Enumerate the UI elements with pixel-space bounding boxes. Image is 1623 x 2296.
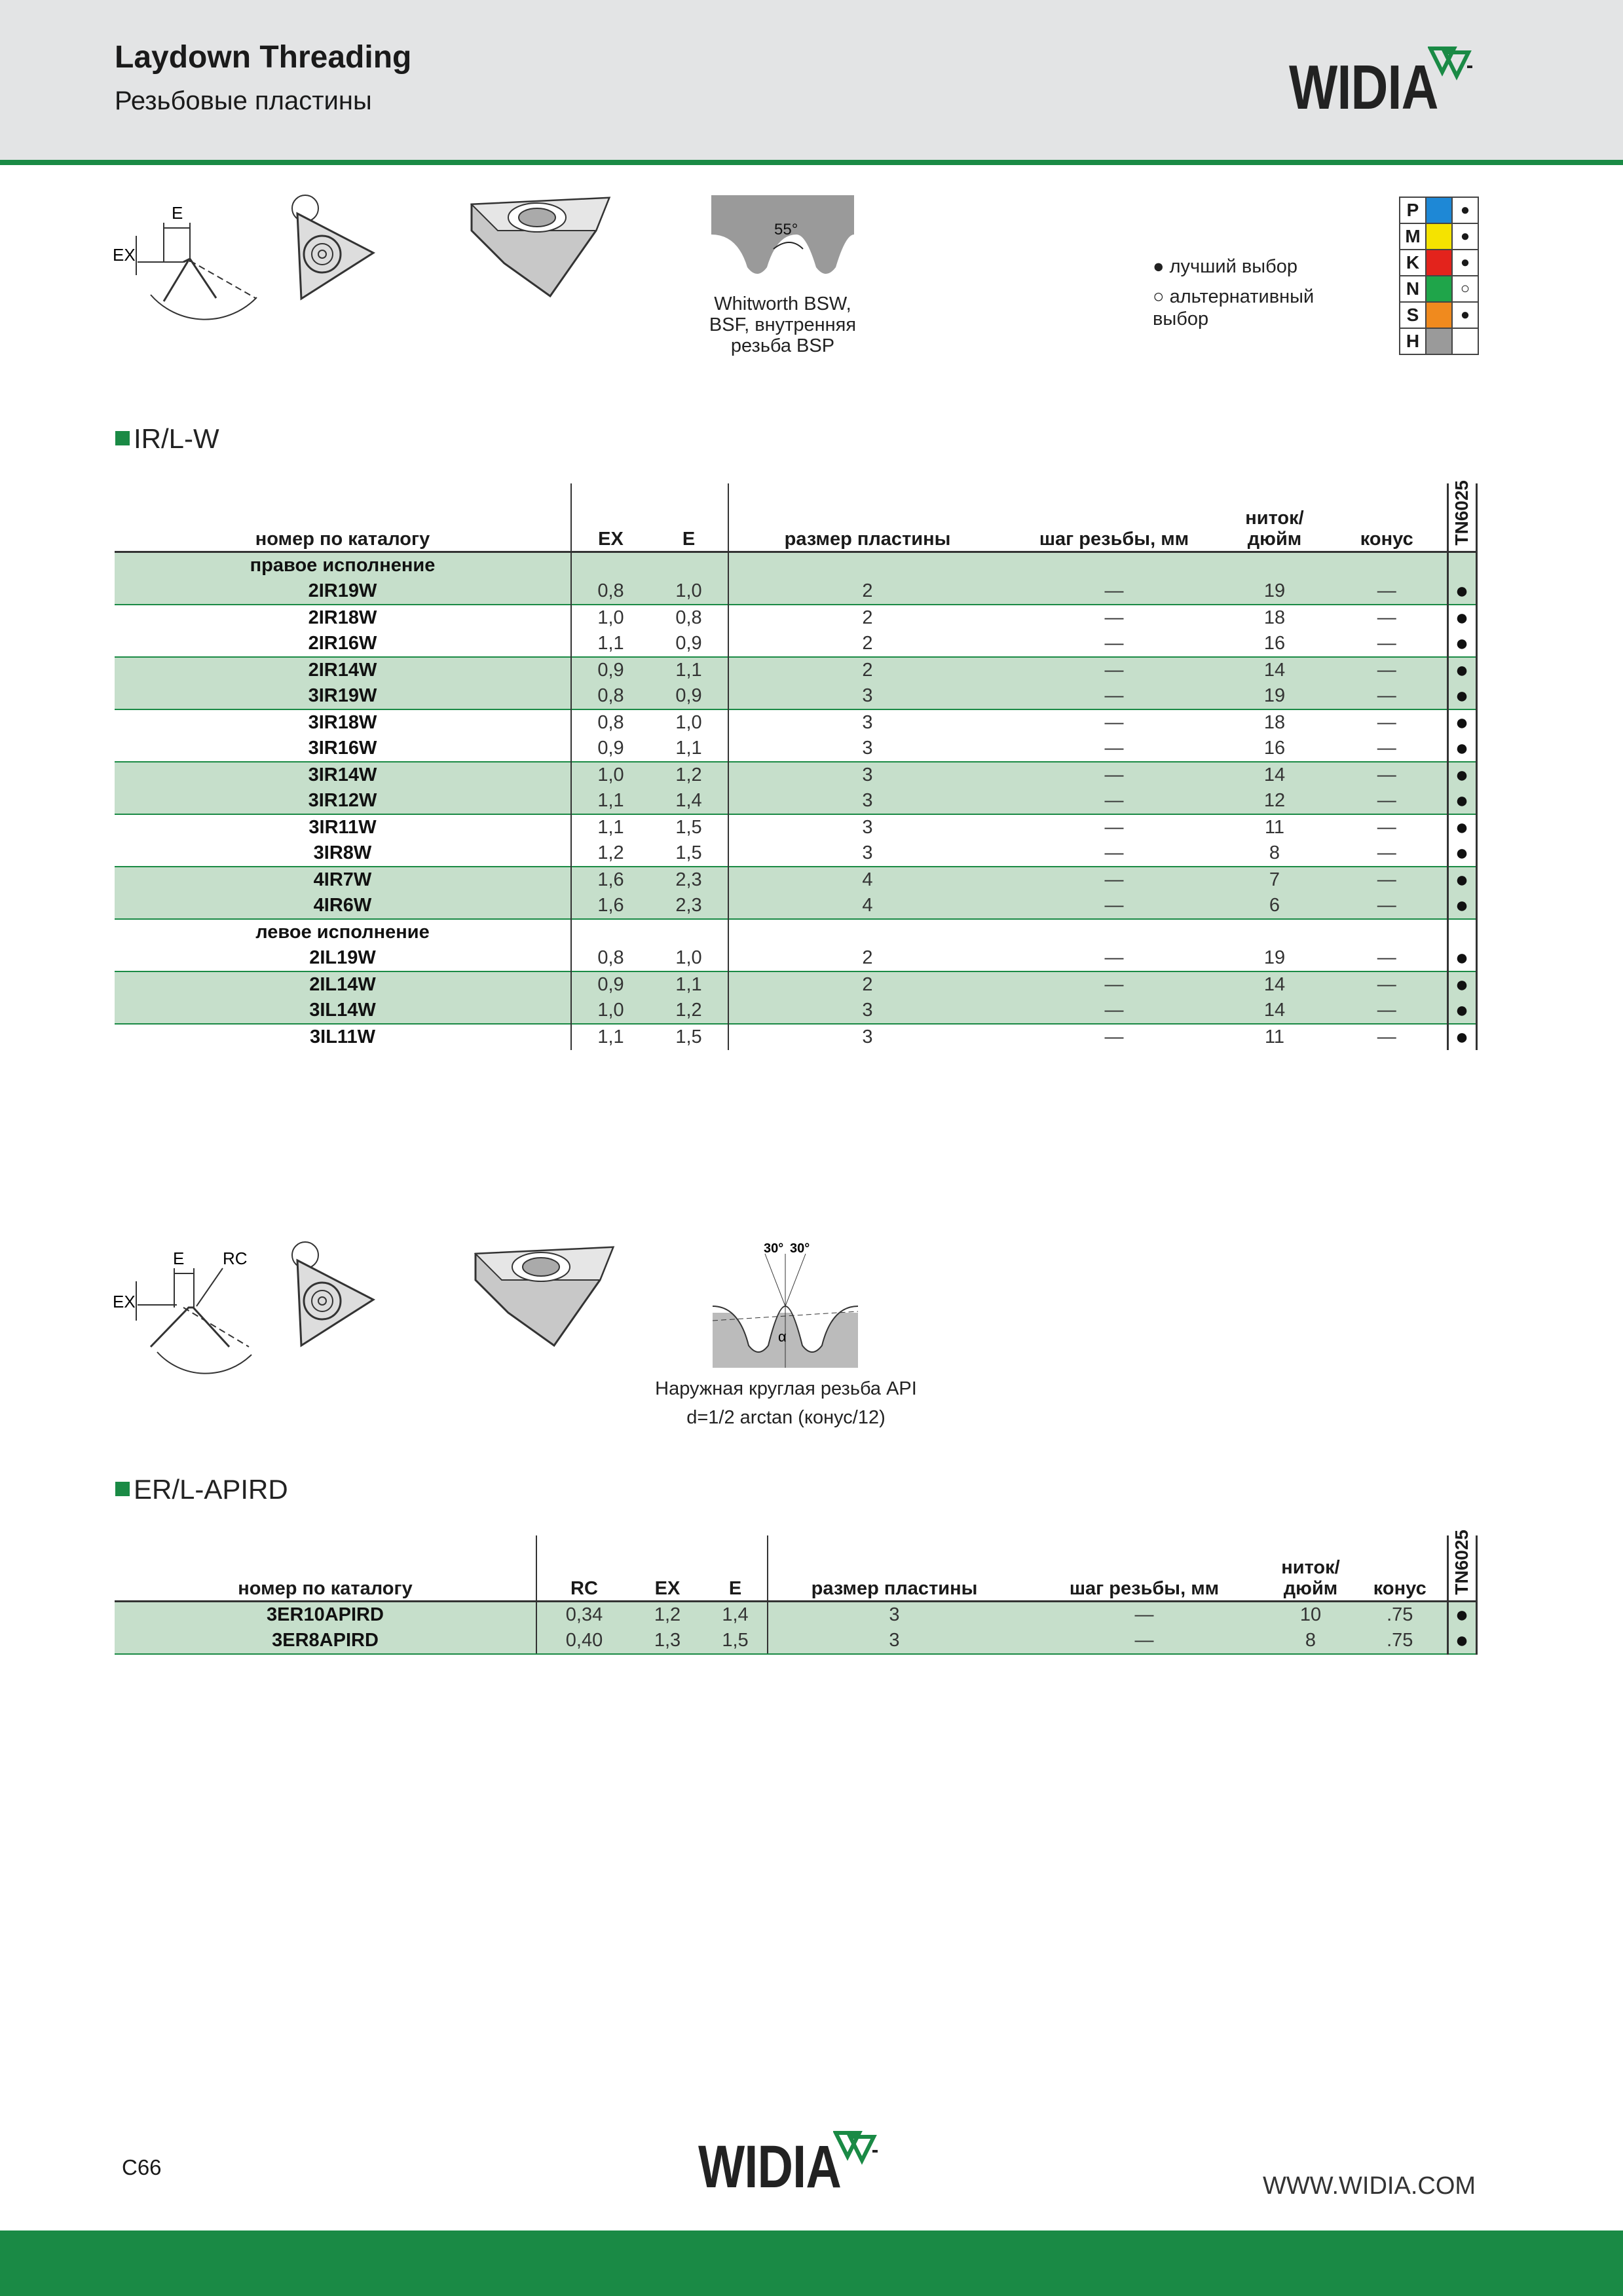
cell-taper: .75 (1353, 1628, 1447, 1654)
iso-color-swatch (1426, 223, 1452, 250)
col-e: E (703, 1535, 768, 1601)
page-title: Laydown Threading (115, 40, 412, 75)
catalog-number: 3ER10APIRD (115, 1601, 536, 1628)
page-number: C66 (122, 2155, 162, 2179)
grade-mark: ● (1447, 578, 1476, 605)
cell-pitch: — (1006, 971, 1222, 998)
col-ex: EX (571, 483, 650, 552)
cell-taper: — (1377, 842, 1396, 863)
cell-tpi: 19 (1222, 578, 1327, 605)
website-link[interactable]: WWW.WIDIA.COM (1263, 2172, 1476, 2200)
cell-e: 1,0 (650, 578, 728, 605)
insert-top-view-icon-2 (288, 1241, 393, 1352)
cell-tpi: 10 (1268, 1601, 1353, 1628)
cell-e: 2,3 (650, 893, 728, 919)
widia-logo-mark-icon (833, 2130, 880, 2170)
table-row (115, 1601, 1476, 1628)
cell-tpi: 14 (1222, 762, 1327, 788)
catalog-number: 3IL14W (115, 998, 571, 1024)
cell-size: 3 (728, 1024, 1006, 1050)
cell (650, 919, 728, 945)
col-e: E (650, 483, 728, 552)
col-tpi: ниток/ дюйм (1268, 1535, 1353, 1601)
cell-tpi: 14 (1222, 998, 1327, 1024)
cell-pitch: — (1006, 814, 1222, 840)
cell-size: 2 (728, 945, 1006, 971)
legend-alternative: ○ альтернативный выбор (1153, 286, 1315, 329)
cell-ex: 0,8 (571, 683, 650, 709)
cell-pitch: — (1006, 788, 1222, 814)
grade-mark: ● (1447, 1601, 1476, 1628)
cell-taper: — (1377, 632, 1396, 654)
cell-tpi: 14 (1222, 657, 1327, 683)
col-taper: конус (1353, 1535, 1447, 1601)
cell-pitch: — (1104, 737, 1124, 759)
iso-row (1400, 197, 1478, 223)
grade-mark: ● (1447, 788, 1476, 814)
cell-size: 3 (728, 736, 1006, 762)
cell-tpi: 6 (1222, 893, 1327, 919)
grade-label: TN6025 (1451, 1529, 1472, 1595)
cell-taper: — (1327, 683, 1447, 709)
cell-tpi: 18 (1222, 709, 1327, 736)
cell-e: 0,9 (650, 683, 728, 709)
grade-mark: ● (1447, 709, 1476, 736)
cell-pitch: — (1006, 893, 1222, 919)
cell-pitch: — (1104, 632, 1124, 654)
cell-taper: — (1327, 578, 1447, 605)
svg-text:EX: EX (113, 1292, 136, 1311)
cell-rc: 0,34 (536, 1601, 631, 1628)
cell-e: 1,2 (650, 762, 728, 788)
svg-text:E: E (173, 1249, 185, 1268)
catalog-number: 3IL11W (115, 1024, 571, 1050)
insert-3d-icon (465, 191, 616, 303)
cell-pitch: — (1006, 1024, 1222, 1050)
grade-mark: ● (1447, 998, 1476, 1024)
cell-taper: .75 (1353, 1601, 1447, 1628)
group-label-row (115, 552, 1476, 578)
cell-size: 3 (728, 814, 1006, 840)
section-marker-icon (115, 1482, 130, 1496)
iso-row (1400, 223, 1478, 250)
col-pitch: шаг резьбы, мм (1020, 1535, 1268, 1601)
cell-pitch: — (1006, 683, 1222, 709)
cell-ex: 1,0 (571, 605, 650, 631)
svg-text:30°: 30° (764, 1241, 784, 1256)
grade-mark: ● (1447, 762, 1476, 788)
svg-text:55°: 55° (774, 221, 798, 238)
thread-api-profile-icon (713, 1241, 858, 1368)
section2-title: ER/L-APIRD (115, 1474, 288, 1505)
cell-e: 0,9 (675, 632, 702, 654)
diagram2-caption-line1: Наружная круглая резьба API (655, 1378, 917, 1399)
grade-mark: ● (1447, 893, 1476, 919)
cell-taper: — (1327, 657, 1447, 683)
grade-label: TN6025 (1451, 480, 1472, 546)
cell-taper: — (1327, 814, 1447, 840)
grade-mark: ● (1447, 1024, 1476, 1050)
table-row (115, 736, 1476, 762)
table-row (115, 657, 1476, 683)
iso-mark (1452, 328, 1478, 354)
iso-row (1400, 328, 1478, 354)
iso-letter: K (1400, 250, 1426, 276)
cell-ex: 1,0 (571, 998, 650, 1024)
iso-letter: S (1400, 302, 1426, 328)
cell-e: 1,5 (675, 842, 702, 863)
cell-ex: 1,1 (571, 631, 650, 657)
cell-tpi: 19 (1222, 683, 1327, 709)
cell-size: 4 (728, 867, 1006, 893)
widia-logo: WIDIA (1289, 52, 1438, 122)
cell-size: 3 (728, 998, 1006, 1024)
widia-logo-footer: WIDIA (698, 2134, 841, 2200)
catalog-number: 3IR14W (115, 762, 571, 788)
col-size: размер пластины (728, 483, 1006, 552)
catalog-number: 3IR12W (115, 788, 571, 814)
cell-ex: 0,9 (571, 657, 650, 683)
cell (1006, 552, 1222, 578)
cell-taper: — (1327, 893, 1447, 919)
iso-material-table (1399, 197, 1479, 355)
table-row (115, 998, 1476, 1024)
cell-taper: — (1377, 737, 1396, 759)
cell-pitch: — (1006, 605, 1222, 631)
cell-size: 3 (728, 762, 1006, 788)
diagram2-caption-line2: d=1/2 arctan (конус/12) (686, 1407, 886, 1428)
cell (650, 552, 728, 578)
cell-ex: 0,9 (571, 736, 650, 762)
cell-ex: 1,2 (631, 1601, 703, 1628)
cell-e: 1,4 (703, 1601, 768, 1628)
cell-pitch: — (1020, 1628, 1268, 1654)
cell-tpi: 11 (1222, 1024, 1327, 1050)
cell-tpi: 12 (1222, 788, 1327, 814)
ir-w-table (115, 480, 1478, 1050)
cell-e: 1,5 (650, 814, 728, 840)
svg-text:30°: 30° (790, 1241, 810, 1256)
insert-top-view-icon (288, 194, 393, 305)
table-row (115, 605, 1476, 631)
table-row (115, 709, 1476, 736)
cell-taper: — (1327, 998, 1447, 1024)
group-label: правое исполнение (115, 552, 571, 578)
table-row (115, 578, 1476, 605)
grade-mark: ● (1447, 683, 1476, 709)
table-row (115, 1024, 1476, 1050)
thread-profile-diagram-2 (111, 1242, 262, 1380)
group-label: левое исполнение (115, 919, 571, 945)
grade-mark: ● (1447, 1628, 1476, 1654)
cell-size: 3 (728, 709, 1006, 736)
cell-ex: 1,1 (571, 788, 650, 814)
cell-ex: 1,0 (571, 762, 650, 788)
cell-e: 1,1 (675, 737, 702, 759)
iso-letter: H (1400, 328, 1426, 354)
iso-mark: ● (1452, 302, 1478, 328)
catalog-number: 2IL14W (115, 971, 571, 998)
cell-pitch: — (1020, 1601, 1268, 1628)
iso-color-swatch (1426, 302, 1452, 328)
legend-best: ● лучший выбор (1153, 256, 1297, 277)
cell-ex: 0,8 (571, 578, 650, 605)
insert-3d-icon-2 (469, 1241, 620, 1352)
catalog-number: 2IL19W (309, 947, 376, 968)
cell-tpi: 18 (1222, 605, 1327, 631)
cell-ex: 1,3 (631, 1628, 703, 1654)
table-row (115, 762, 1476, 788)
cell-e: 1,1 (650, 657, 728, 683)
cell (1327, 552, 1447, 578)
catalog-number: 3ER8APIRD (115, 1628, 536, 1654)
cell-size: 2 (728, 971, 1006, 998)
diagram2-caption (629, 1374, 943, 1432)
cell-taper: — (1327, 867, 1447, 893)
iso-mark: ● (1452, 223, 1478, 250)
cell-tpi: 14 (1222, 971, 1327, 998)
cell-pitch: — (1006, 657, 1222, 683)
cell-size: 4 (728, 893, 1006, 919)
grade-mark: ● (1447, 814, 1476, 840)
catalog-number: 3IR19W (115, 683, 571, 709)
catalog-number: 3IR11W (115, 814, 571, 840)
section1-title: IR/L-W (115, 423, 219, 455)
cell-e: 1,2 (650, 998, 728, 1024)
iso-color-swatch (1426, 328, 1452, 354)
table-row (115, 945, 1476, 971)
grade-mark: ● (1447, 736, 1476, 762)
table-row (115, 840, 1476, 867)
iso-row (1400, 276, 1478, 302)
cell-tpi: 11 (1222, 814, 1327, 840)
grade-mark: ● (1447, 631, 1476, 657)
filled-dot-icon: ● (1153, 256, 1165, 277)
cell-tpi: 16 (1263, 737, 1286, 759)
table-row (115, 814, 1476, 840)
catalog-number: 3IR8W (313, 842, 372, 863)
cell (728, 919, 1006, 945)
cell-e: 2,3 (650, 867, 728, 893)
catalog-number: 2IR19W (115, 578, 571, 605)
col-grade (1447, 480, 1476, 552)
hollow-dot-icon: ○ (1153, 286, 1165, 307)
apird-table (115, 1529, 1478, 1655)
iso-row (1400, 250, 1478, 276)
table-row (115, 788, 1476, 814)
catalog-number: 3IR18W (115, 709, 571, 736)
cell-pitch: — (1006, 998, 1222, 1024)
catalog-number: 2IR18W (115, 605, 571, 631)
col-catalog: номер по каталогу (115, 1535, 536, 1601)
table-row (115, 971, 1476, 998)
svg-text:E: E (172, 203, 183, 223)
diagram1-caption: Whitworth BSW, BSF, внутренняя резьба BSP (709, 293, 857, 356)
col-pitch: шаг резьбы, мм (1006, 483, 1222, 552)
cell-size: 2 (728, 631, 1006, 657)
cell-e: 1,0 (650, 709, 728, 736)
cell-taper: — (1327, 788, 1447, 814)
cell-pitch: — (1006, 709, 1222, 736)
cell-ex: 1,6 (571, 893, 650, 919)
cell (1447, 919, 1476, 945)
cell-rc: 0,40 (536, 1628, 631, 1654)
cell (1222, 919, 1327, 945)
thread-55-profile-icon (711, 195, 854, 282)
cell (1222, 552, 1327, 578)
cell-size: 3 (768, 1628, 1020, 1654)
cell (1006, 919, 1222, 945)
cell-e: 1,1 (650, 971, 728, 998)
iso-mark: ● (1452, 250, 1478, 276)
cell-pitch: — (1104, 842, 1124, 863)
col-catalog: номер по каталогу (115, 483, 571, 552)
iso-letter: N (1400, 276, 1426, 302)
cell-ex: 0,8 (571, 709, 650, 736)
page-subtitle: Резьбовые пластины (115, 86, 372, 115)
cell-pitch: — (1006, 578, 1222, 605)
iso-letter: M (1400, 223, 1426, 250)
cell-size: 3 (728, 840, 1006, 867)
section-marker-icon (115, 431, 130, 445)
col-tpi: ниток/ дюйм (1222, 483, 1327, 552)
table-row (115, 893, 1476, 919)
iso-mark: ● (1452, 197, 1478, 223)
col-grade (1447, 1529, 1476, 1601)
cell-tpi: 8 (1269, 842, 1280, 863)
col-ex: EX (631, 1535, 703, 1601)
col-size: размер пластины (768, 1535, 1020, 1601)
grade-mark: ● (1447, 971, 1476, 998)
cell-taper: — (1327, 971, 1447, 998)
cell-taper: — (1327, 762, 1447, 788)
cell-e: 1,5 (650, 1024, 728, 1050)
cell (571, 552, 650, 578)
cell-tpi: 19 (1263, 947, 1286, 968)
iso-color-swatch (1426, 276, 1452, 302)
iso-color-swatch (1426, 250, 1452, 276)
grade-mark: ● (1447, 840, 1476, 867)
cell-taper: — (1327, 709, 1447, 736)
cell-size: 2 (728, 578, 1006, 605)
iso-color-swatch (1426, 197, 1452, 223)
svg-text:EX: EX (113, 245, 136, 265)
cell-size: 2 (728, 657, 1006, 683)
catalog-number: 3IR16W (308, 737, 377, 759)
grade-mark: ● (1447, 605, 1476, 631)
footer-band (0, 2230, 1623, 2296)
grade-mark: ● (1447, 945, 1476, 971)
cell-ex: 1,1 (571, 1024, 650, 1050)
grade-mark: ● (1447, 657, 1476, 683)
cell-ex: 1,1 (571, 814, 650, 840)
cell (1447, 552, 1476, 578)
table-row (115, 683, 1476, 709)
cell-e: 1,0 (675, 947, 702, 968)
thread-profile-diagram (111, 197, 262, 334)
iso-mark: ○ (1452, 276, 1478, 302)
svg-text:RC: RC (223, 1249, 248, 1268)
catalog-number: 2IR16W (308, 632, 377, 654)
cell-size: 3 (768, 1601, 1020, 1628)
iso-letter: P (1400, 197, 1426, 223)
svg-text:α: α (778, 1328, 787, 1345)
cell-tpi: 16 (1263, 632, 1286, 654)
cell (571, 919, 650, 945)
cell-taper: — (1327, 605, 1447, 631)
cell-ex: 1,2 (571, 840, 650, 867)
table-row (115, 1628, 1476, 1654)
col-rc: RC (536, 1535, 631, 1601)
table-row (115, 631, 1476, 657)
cell-ex: 0,8 (571, 945, 650, 971)
cell-e: 1,4 (650, 788, 728, 814)
cell-e: 1,5 (703, 1628, 768, 1654)
cell (728, 552, 1006, 578)
group-label-row (115, 919, 1476, 945)
widia-logo-mark-icon (1428, 46, 1475, 85)
cell-e: 0,8 (650, 605, 728, 631)
col-taper: конус (1327, 483, 1447, 552)
cell-tpi: 7 (1222, 867, 1327, 893)
cell-taper: — (1377, 947, 1396, 968)
catalog-number: 2IR14W (115, 657, 571, 683)
cell-size: 3 (728, 683, 1006, 709)
grade-mark: ● (1447, 867, 1476, 893)
cell-pitch: — (1006, 867, 1222, 893)
cell (1327, 919, 1447, 945)
cell-size: 2 (728, 605, 1006, 631)
catalog-number: 4IR6W (115, 893, 571, 919)
cell-tpi: 8 (1268, 1628, 1353, 1654)
iso-row (1400, 302, 1478, 328)
cell-pitch: — (1006, 762, 1222, 788)
cell-pitch: — (1104, 947, 1124, 968)
cell-taper: — (1327, 1024, 1447, 1050)
table-row (115, 867, 1476, 893)
cell-ex: 1,6 (571, 867, 650, 893)
cell-ex: 0,9 (571, 971, 650, 998)
cell-size: 3 (728, 788, 1006, 814)
catalog-number: 4IR7W (115, 867, 571, 893)
